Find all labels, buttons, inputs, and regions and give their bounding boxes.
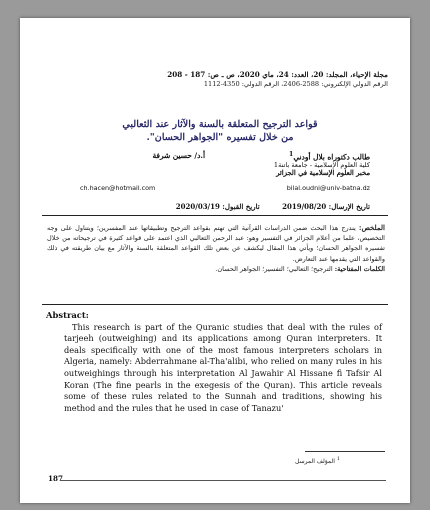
journal-header <box>48 70 388 88</box>
page-number: 187 <box>48 474 64 483</box>
author-1-lab: مخبر العلوم الإسلامية في الجزائر <box>276 169 370 178</box>
footnote-rule <box>305 451 385 452</box>
english-abstract-body: This research is part of the Quranic studies that deal with the rules of tarjeeh (outweighing) and its applications among Quran interpreters. It deals specifically with one of the most famous interpreters scholars in Algeria, namely: Abderrahmane al-Tha'alibi, who relied on many rules in his outweighings through his interpretation Al Jawahir Al Hissane fi Tafsir Al Koran (The fine pearls in the exegesis of the Quran). This article reveals some of these rules related to the Sunnah and traditions, showing his method and the rules that he used in case of Tanazu' <box>64 321 382 413</box>
divider-middle <box>42 304 388 305</box>
footnote-mark: 1 <box>336 456 340 462</box>
english-abstract <box>46 310 382 414</box>
footnote-text: المؤلف المرسل <box>295 458 335 465</box>
english-abstract-heading: Abstract: <box>46 310 89 320</box>
submission-dates <box>70 202 370 211</box>
author-1-email[interactable]: bilal.oudni@univ-batna.dz <box>286 184 370 192</box>
divider-top <box>42 215 388 216</box>
keywords-label: الكلمات المفتاحية: <box>334 264 385 273</box>
footnote <box>295 456 340 465</box>
author-1-affiliation: كلية العلوم الإسلامية - جامعة باتنة1 <box>273 161 370 170</box>
arabic-abstract <box>47 223 385 274</box>
journal-issn: الرقم الدولي الإلكتروني: 2588-2406، الرقم الدولي: 4350-1112 <box>203 80 388 88</box>
author-2-email[interactable]: ch.hacen@hotmail.com <box>80 184 156 192</box>
date-sent: تاريخ الإرسال: 2019/08/20 <box>282 202 370 211</box>
author-1-name: طالب دكتوراه بلال أودني <box>293 152 370 162</box>
journal-citation: مجلة الإحياء، المجلد: 20، العدد: 24، ماي 2020، ص ـ ص: 187 - 208 <box>167 70 388 79</box>
arabic-abstract-body: يندرج هذا البحث ضمن الدراسات القرآنية التي تهتم بقواعد الترجيح وتطبيقاتها عند المفسرين؛ ويتناول على وجه التخصيص، علما من أعلام الجزائر في التفسير وهو: عبد الرحمن الثعالبي الذي اعتمد على قواعد كثيرة في ترجيحاته من خلال تفسيره الجواهر الحسان؛ ويأتي هذا المقال ليكشف عن بعض تلك القواعد المتعلقة بالسنة والآثار مع بيان طريقته في ذلك والقواعد التي يقدمها عند التعارض. <box>47 224 385 263</box>
author-1-footnote-mark: 1 <box>289 151 294 158</box>
arabic-abstract-heading: الملخص: <box>358 223 385 232</box>
date-accepted: تاريخ القبول: 2020/03/19 <box>175 202 260 211</box>
author-2-name: أ.د/ حسين شرفة <box>152 151 205 160</box>
paper-page <box>20 18 410 503</box>
author-2-block <box>115 151 205 160</box>
title-line-1: قواعد الترجيح المتعلقة بالسنة والآثار عند الثعالبي <box>122 119 318 130</box>
title-line-2: من خلال تفسيره "الجواهر الحسان". <box>146 132 294 143</box>
keywords: الترجيح؛ الثعالبي؛ التفسير؛ الجواهر الحسان. <box>215 264 333 273</box>
paper-title <box>70 118 370 144</box>
author-1-block <box>230 151 370 177</box>
page-footer-rule <box>60 480 386 481</box>
